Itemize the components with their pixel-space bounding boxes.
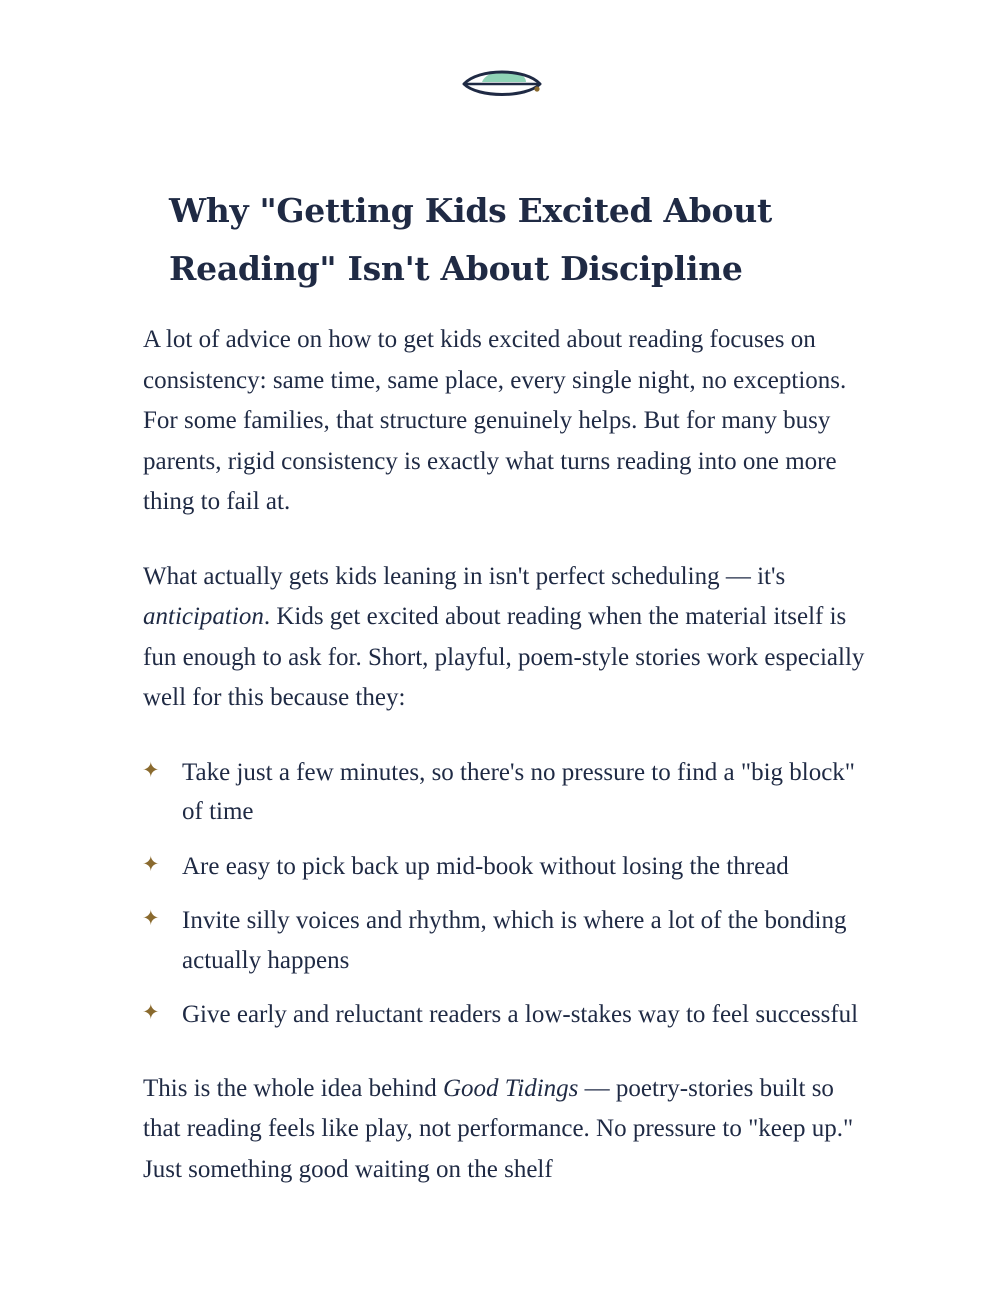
paragraph-2-text-after: . Kids get excited about reading when the material itself is fun enough to ask for. Short, playful, poem-style stories work especially well for this because they:: [143, 603, 865, 711]
list-item: [143, 995, 873, 1035]
list-item-text: Take just a few minutes, so there's no pressure to find a "big block" of time: [182, 758, 856, 825]
list-item-text: Invite silly voices and rhythm, which is where a lot of the bonding actually happens: [182, 907, 847, 974]
four-point-star-icon: ✦: [142, 906, 160, 930]
title-line-1: Why "Getting Kids Excited About: [169, 191, 772, 230]
book-title-emphasis: Good Tidings: [442, 1074, 579, 1102]
list-item-text: Are easy to pick back up mid-book without losing the thread: [182, 852, 789, 880]
paragraph-3: [143, 1069, 873, 1191]
paragraph-1: A lot of advice on how to get kids excited about reading focuses on consistency: same time, same place, every single night, no exceptions. For some families, that structure genuinely helps. But for many busy parents, rigid consistency is exactly what turns reading into one more thing to fail at.: [143, 326, 847, 515]
list-item: [143, 847, 873, 887]
title-line-2: Reading" Isn't About Discipline: [169, 249, 743, 288]
list-item: [143, 753, 873, 832]
four-point-star-icon: ✦: [142, 851, 160, 876]
list-item-text: Give early and reluctant readers a low-stakes way to feel successful: [182, 1001, 859, 1028]
benefits-list: [143, 753, 873, 1035]
four-point-star-icon: ✦: [142, 1000, 160, 1024]
paragraph-3-text-after: — poetry-stories built so that reading feels like play, not performance. No pressure to "keep up." Just something good waiting on the shelf: [143, 1074, 854, 1183]
paragraph-2-emphasis: anticipation: [143, 603, 264, 630]
article-body: [143, 320, 873, 1224]
four-point-star-icon: ✦: [142, 757, 160, 782]
list-item: [143, 901, 873, 980]
article-title: [169, 182, 809, 298]
paragraph-2: [143, 557, 873, 719]
leaf-eye-logo-icon: [460, 62, 544, 102]
paragraph-2-text-before: What actually gets kids leaning in isn't perfect scheduling — it's: [143, 562, 786, 590]
paragraph-3-text-before: This is the whole idea behind: [143, 1074, 443, 1102]
